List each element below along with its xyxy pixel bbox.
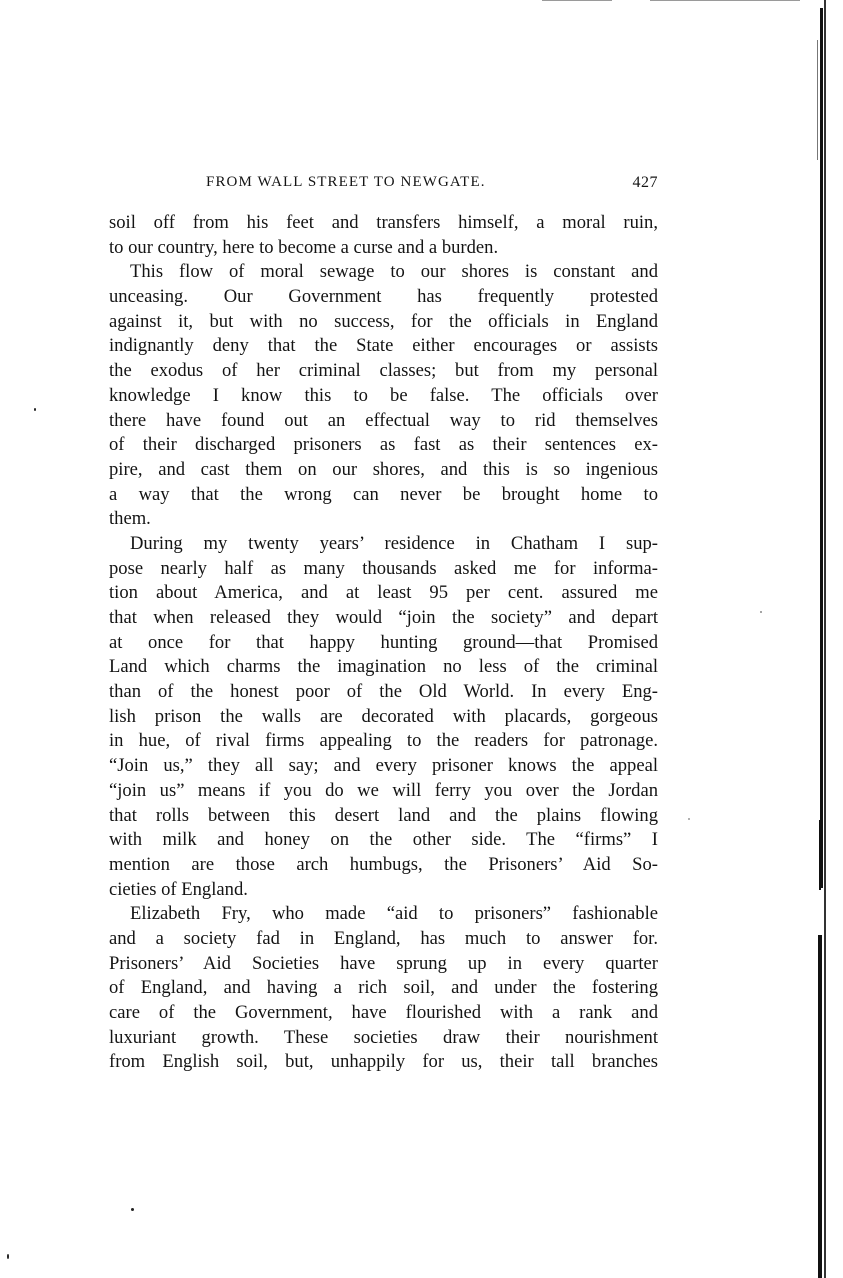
text-line: of England, and having a rich soil, and under the fostering <box>109 977 658 999</box>
text-line: cieties of England. <box>109 878 248 900</box>
text-line: than of the honest poor of the Old World. In every Eng- <box>109 681 658 703</box>
page-binding-edge <box>817 0 843 1278</box>
text-line: them. <box>109 508 151 530</box>
scan-edge-line <box>542 0 612 1</box>
running-header <box>206 174 658 196</box>
text-line: that when released they would “join the society” and depart <box>109 607 658 628</box>
body-text <box>109 211 658 1075</box>
running-title: FROM WALL STREET TO NEWGATE. <box>206 174 486 190</box>
text-line: that rolls between this desert land and the plains flowing <box>109 804 658 826</box>
text-line: unceasing. Our Government has frequently protested <box>109 286 658 308</box>
text-line: with milk and honey on the other side. The “firms” I <box>109 829 658 851</box>
text-line: a way that the wrong can never be brought home to <box>109 483 658 505</box>
text-line: in hue, of rival firms appealing to the readers for patronage. <box>109 730 658 752</box>
text-line: Land which charms the imagination no less of the criminal <box>109 656 658 678</box>
text-line: there have found out an effectual way to rid themselves <box>109 409 658 431</box>
text-line: luxuriant growth. These societies draw their nourishment <box>109 1026 658 1048</box>
text-line: from English soil, but, unhappily for us, their tall branches <box>109 1051 658 1073</box>
text-line: soil off from his feet and transfers himself, a moral ruin, <box>109 212 658 233</box>
text-line: and a society fad in England, has much to answer for. <box>109 927 658 949</box>
text-line: to our country, here to become a curse and a burden. <box>109 236 499 258</box>
text-line: “Join us,” they all say; and every prisoner knows the appeal <box>109 755 658 777</box>
text-line: Prisoners’ Aid Societies have sprung up in every quarter <box>109 952 658 974</box>
text-line: against it, but with no success, for the officials in England <box>109 310 658 332</box>
text-line: mention are those arch humbugs, the Prisoners’ Aid So- <box>109 853 658 875</box>
text-line: Elizabeth Fry, who made “aid to prisoners” fashionable <box>130 903 658 925</box>
scan-edge-line <box>650 0 800 1</box>
text-line: of their discharged prisoners as fast as their sentences ex- <box>109 434 658 456</box>
text-line: care of the Government, have flourished with a rank and <box>109 1002 658 1023</box>
text-line: the exodus of her criminal classes; but from my personal <box>109 360 658 382</box>
text-line: knowledge I know this to be false. The officials over <box>109 384 658 406</box>
text-line: at once for that happy hunting ground—that Promised <box>109 631 658 653</box>
text-line: indignantly deny that the State either encourages or assists <box>109 335 658 357</box>
text-line: pose nearly half as many thousands asked me for informa- <box>109 557 658 579</box>
text-line: During my twenty years’ residence in Chatham I sup- <box>130 532 658 554</box>
text-line: lish prison the walls are decorated with placards, gorgeous <box>109 705 658 727</box>
text-line: “join us” means if you do we will ferry you over the Jordan <box>109 779 658 801</box>
text-line: This flow of moral sewage to our shores is constant and <box>130 261 658 283</box>
text-line: pire, and cast them on our shores, and this is so ingenious <box>109 458 658 480</box>
text-line: tion about America, and at least 95 per cent. assured me <box>109 582 658 604</box>
page-number: 427 <box>632 174 658 191</box>
